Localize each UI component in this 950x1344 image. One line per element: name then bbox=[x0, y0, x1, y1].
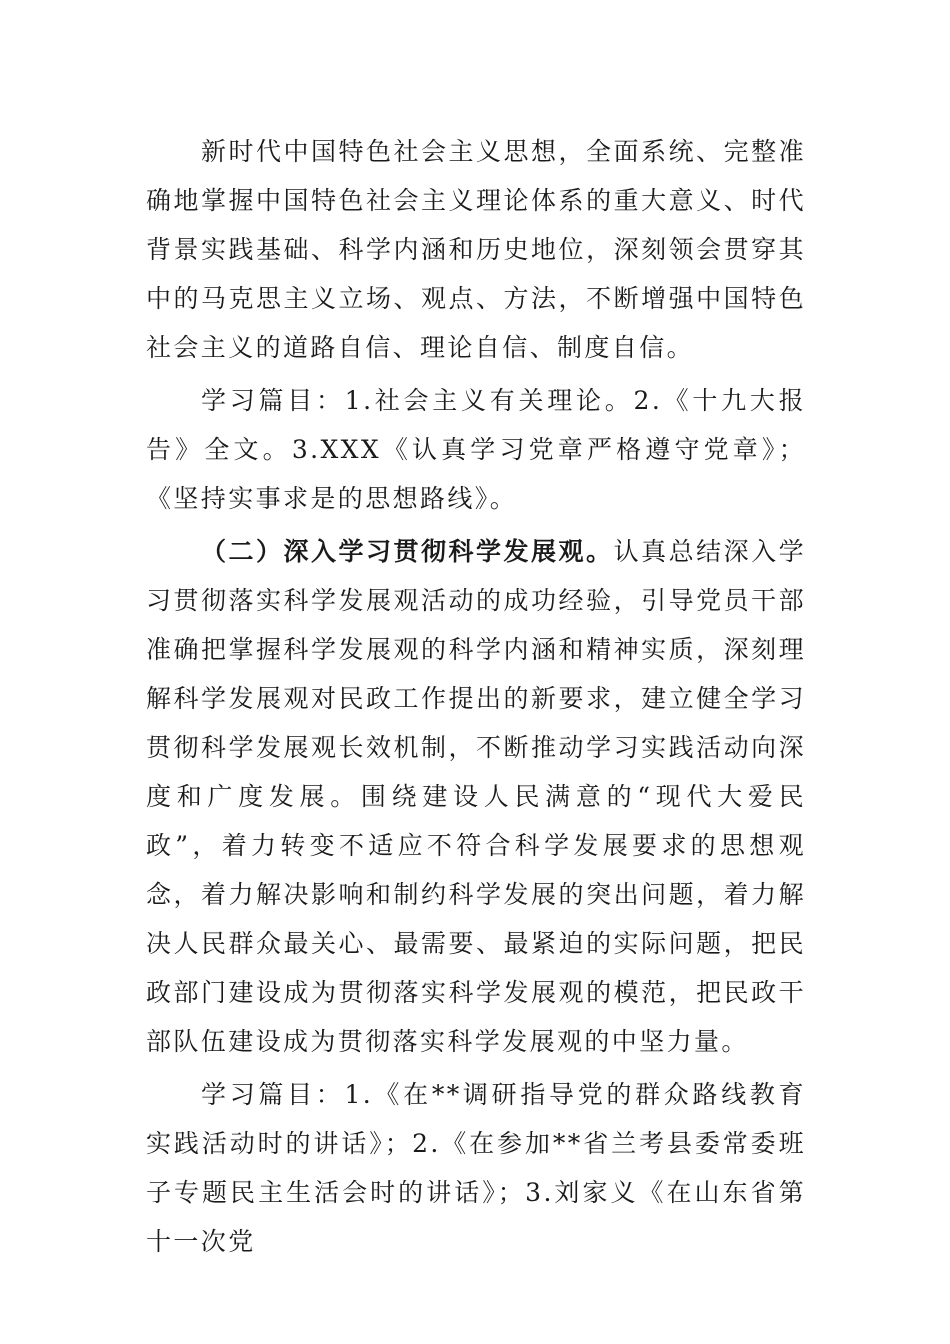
paragraph-4-reading-list bbox=[146, 1070, 806, 1266]
paragraph-1 bbox=[146, 127, 806, 372]
document-body bbox=[146, 127, 806, 1270]
paragraph-2-text: 学习篇目：1.社会主义有关理论。2.《十九大报告》全文。3.XXX《认真学习党章严格遵守党章》；《坚持实事求是的思想路线》。 bbox=[146, 386, 806, 513]
paragraph-1-text: 新时代中国特色社会主义思想，全面系统、完整准确地掌握中国特色社会主义理论体系的重大意义、时代背景实践基础、科学内涵和历史地位，深刻领会贯穿其中的马克思主义立场、观点、方法，不断增强中国特色社会主义的道路自信、理论自信、制度自信。 bbox=[146, 137, 806, 362]
paragraph-3 bbox=[146, 527, 806, 1066]
paragraph-3-text: 认真总结深入学习贯彻落实科学发展观活动的成功经验，引导党员干部准确把掌握科学发展观的科学内涵和精神实质，深刻理解科学发展观对民政工作提出的新要求，建立健全学习贯彻科学发展观长效机制，不断推动学习实践活动向深度和广度发展。围绕建设人民满意的“现代大爱民政”，着力转变不适应不符合科学发展要求的思想观念，着力解决影响和制约科学发展的突出问题，着力解决人民群众最关心、最需要、最紧迫的实际问题，把民政部门建设成为贯彻落实科学发展观的模范，把民政干部队伍建设成为贯彻落实科学发展观的中坚力量。 bbox=[146, 537, 806, 1056]
paragraph-2-reading-list bbox=[146, 376, 806, 523]
paragraph-4-text: 学习篇目：1.《在**调研指导党的群众路线教育实践活动时的讲话》；2.《在参加**省兰考县委常委班子专题民主生活会时的讲话》；3.刘家义《在山东省第十一次党 bbox=[146, 1080, 806, 1256]
section-heading: （二）深入学习贯彻科学发展观。 bbox=[201, 537, 614, 566]
